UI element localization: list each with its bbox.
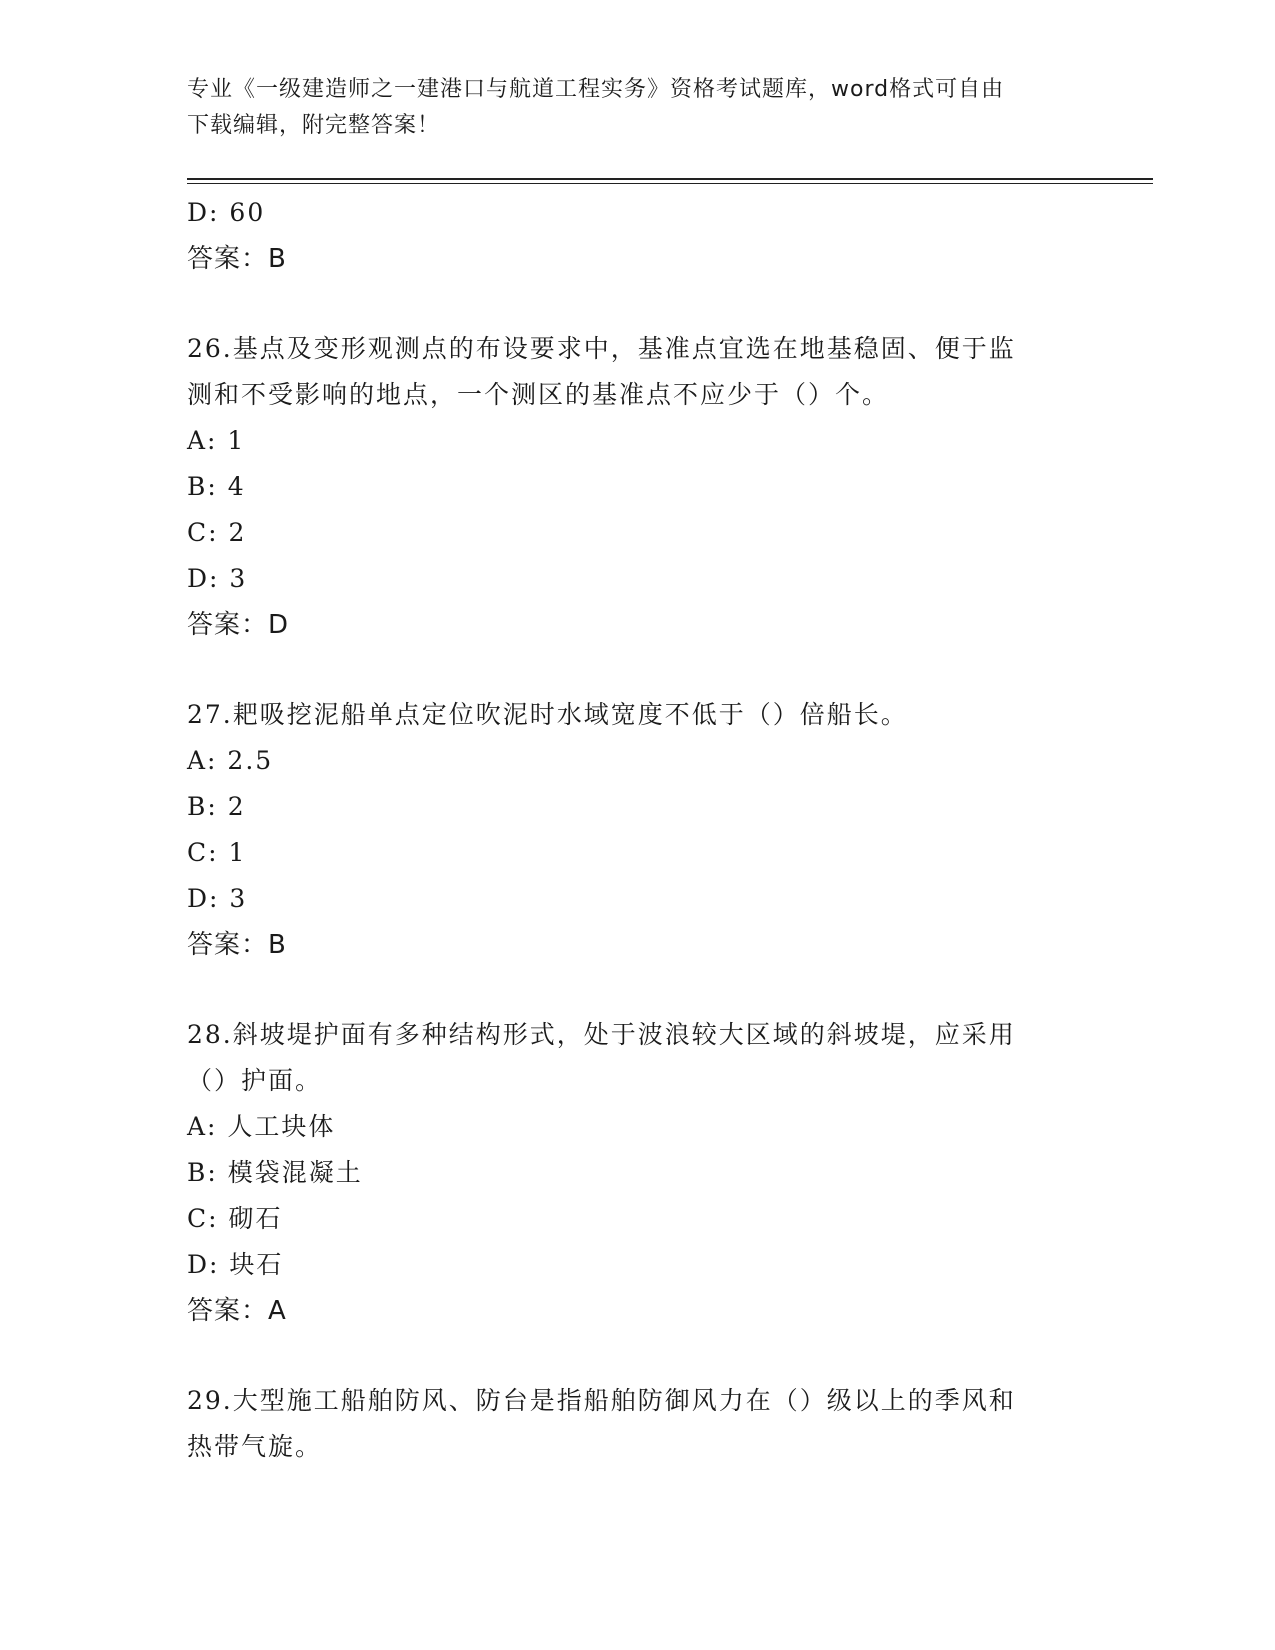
option-c: C: 2 xyxy=(187,518,247,547)
option-b: B: 模袋混凝土 xyxy=(187,1158,363,1187)
document-header xyxy=(187,72,1067,144)
question-29 xyxy=(187,1378,1087,1470)
question-28 xyxy=(187,1012,1087,1334)
question-text: 热带气旋。 xyxy=(187,1432,323,1461)
answer: 答案：D xyxy=(187,610,290,640)
question-text: 26.基点及变形观测点的布设要求中，基准点宜选在地基稳固、便于监 xyxy=(187,334,1016,363)
question-text: （）护面。 xyxy=(187,1066,323,1095)
header-line-1: 专业《一级建造师之一建港口与航道工程实务》资格考试题库，word格式可自由 xyxy=(187,77,1005,102)
header-rule-thick xyxy=(187,178,1153,180)
option-b: B: 2 xyxy=(187,792,246,821)
question-text: 测和不受影响的地点，一个测区的基准点不应少于（）个。 xyxy=(187,380,890,409)
question-text: 28.斜坡堤护面有多种结构形式，处于波浪较大区域的斜坡堤，应采用 xyxy=(187,1020,1016,1049)
option-a: A: 人工块体 xyxy=(187,1112,336,1141)
option-c: C: 砌石 xyxy=(187,1204,283,1233)
option-d: D: 60 xyxy=(187,198,266,227)
option-b: B: 4 xyxy=(187,472,246,501)
option-a: A: 2.5 xyxy=(187,746,274,775)
question-list xyxy=(187,190,1087,1470)
option-c: C: 1 xyxy=(187,838,247,867)
option-d: D: 3 xyxy=(187,564,248,593)
header-line-2: 下载编辑，附完整答案！ xyxy=(187,113,441,138)
option-a: A: 1 xyxy=(187,426,246,455)
question-27 xyxy=(187,692,1087,968)
option-d: D: 3 xyxy=(187,884,248,913)
answer: 答案：B xyxy=(187,244,287,274)
question-text: 29.大型施工船舶防风、防台是指船舶防御风力在（）级以上的季风和 xyxy=(187,1386,1016,1415)
answer: 答案：B xyxy=(187,930,287,960)
option-d: D: 块石 xyxy=(187,1250,284,1279)
answer: 答案：A xyxy=(187,1296,287,1326)
header-rule-thin xyxy=(187,183,1153,184)
question-26 xyxy=(187,326,1087,648)
question-text: 27.耙吸挖泥船单点定位吹泥时水域宽度不低于（）倍船长。 xyxy=(187,700,908,729)
